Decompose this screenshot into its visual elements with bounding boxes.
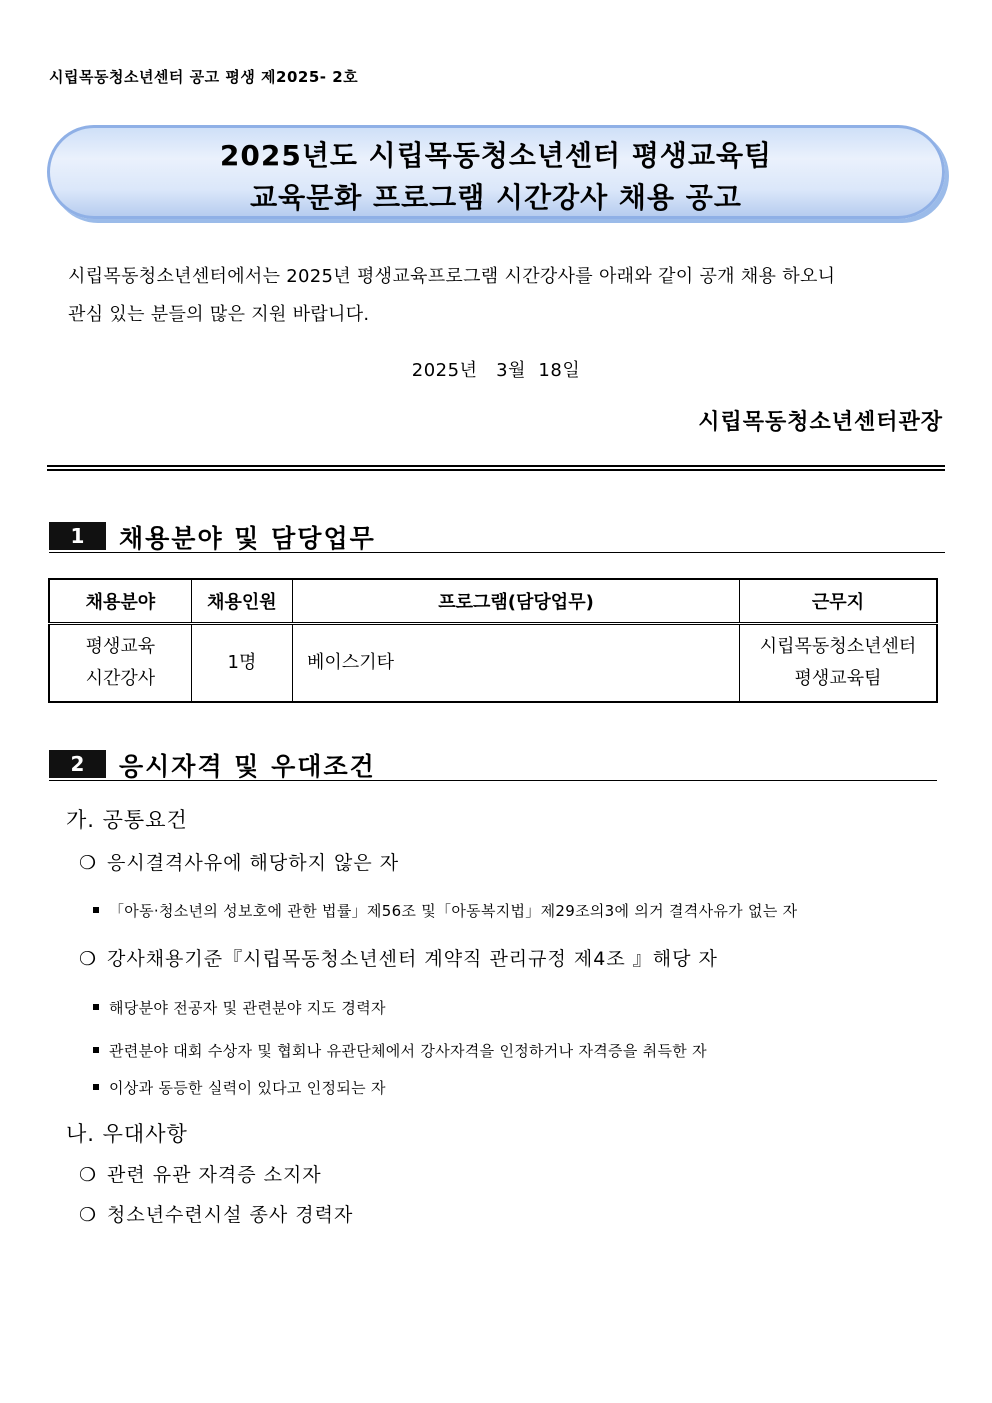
title-banner <box>47 125 945 219</box>
common-requirements-heading: 가. 공통요건 <box>66 808 188 832</box>
header-field: 채용분야 <box>49 579 191 624</box>
preference-item-text: 청소년수련시설 종사 경력자 <box>107 1204 354 1226</box>
intro-line-1: 시립목동청소년센터에서는 2025년 평생교육프로그램 시간강사를 아래와 같이 공개 채용 하오니 <box>68 266 836 287</box>
requirement-item-1-detail <box>93 900 797 921</box>
job-table <box>48 578 938 703</box>
cell-place-line-1: 시립목동청소년센터 <box>759 636 917 657</box>
square-bullet-icon <box>93 1047 99 1053</box>
requirement-item-1 <box>79 848 399 875</box>
issuer-name: 시립목동청소년센터관장 <box>698 410 943 435</box>
section-2-number: 2 <box>49 750 106 778</box>
cell-place <box>740 624 937 703</box>
cell-field-line-1: 평생교육 <box>85 636 156 657</box>
table-row <box>49 624 937 703</box>
square-bullet-icon <box>93 907 99 913</box>
notice-date: 2025년 3월 18일 <box>411 360 581 381</box>
section-2-title: 응시자격 및 우대조건 <box>119 752 376 781</box>
requirement-item-2-detail <box>93 1077 386 1098</box>
intro-paragraph <box>68 258 928 334</box>
section-1-title: 채용분야 및 담당업무 <box>119 524 376 553</box>
cell-place-line-2: 평생교육팀 <box>794 668 882 689</box>
notice-number: 시립목동청소년센터 공고 평생 제2025- 2호 <box>49 68 359 86</box>
requirement-item-1-text: 응시결격사유에 해당하지 않은 자 <box>107 852 400 874</box>
title-line-1: 2025년도 시립목동청소년센터 평생교육팀 <box>219 139 773 172</box>
requirement-item-2-detail-text: 이상과 동등한 실력이 있다고 인정되는 자 <box>109 1079 386 1097</box>
section-2-header <box>49 750 937 781</box>
requirement-item-2 <box>79 944 718 971</box>
cell-field-line-2: 시간강사 <box>85 668 156 689</box>
table-header-row <box>49 579 937 624</box>
header-place: 근무지 <box>740 579 937 624</box>
double-divider <box>47 465 945 471</box>
circle-bullet-icon: ❍ <box>79 1204 98 1226</box>
section-1-header <box>49 522 945 553</box>
cell-program: 베이스기타 <box>293 624 740 703</box>
preference-item <box>79 1160 322 1187</box>
header-program: 프로그램(담당업무) <box>293 579 740 624</box>
title-line-2: 교육문화 프로그램 시간강사 채용 공고 <box>250 181 742 214</box>
requirement-item-2-detail <box>93 997 386 1018</box>
preference-item <box>79 1200 353 1227</box>
requirement-item-2-text: 강사채용기준『시립목동청소년센터 계약직 관리규정 제4조 』해당 자 <box>107 948 718 970</box>
requirement-item-2-detail-text: 해당분야 전공자 및 관련분야 지도 경력자 <box>109 999 386 1017</box>
square-bullet-icon <box>93 1084 99 1090</box>
section-1-number: 1 <box>49 522 106 550</box>
header-count: 채용인원 <box>191 579 292 624</box>
intro-line-2: 관심 있는 분들의 많은 지원 바랍니다. <box>68 304 370 325</box>
preference-heading: 나. 우대사항 <box>66 1122 188 1146</box>
cell-count: 1명 <box>191 624 292 703</box>
cell-field <box>49 624 191 703</box>
circle-bullet-icon: ❍ <box>79 852 98 874</box>
requirement-item-2-detail <box>93 1040 707 1061</box>
requirement-item-1-detail-text: 「아동·청소년의 성보호에 관한 법률」제56조 및「아동복지법」제29조의3에 의거 결격사유가 없는 자 <box>109 902 798 920</box>
requirement-item-2-detail-text: 관련분야 대회 수상자 및 협회나 유관단체에서 강사자격을 인정하거나 자격증을 취득한 자 <box>109 1042 707 1060</box>
square-bullet-icon <box>93 1004 99 1010</box>
preference-item-text: 관련 유관 자격증 소지자 <box>107 1164 322 1186</box>
circle-bullet-icon: ❍ <box>79 1164 98 1186</box>
circle-bullet-icon: ❍ <box>79 948 98 970</box>
